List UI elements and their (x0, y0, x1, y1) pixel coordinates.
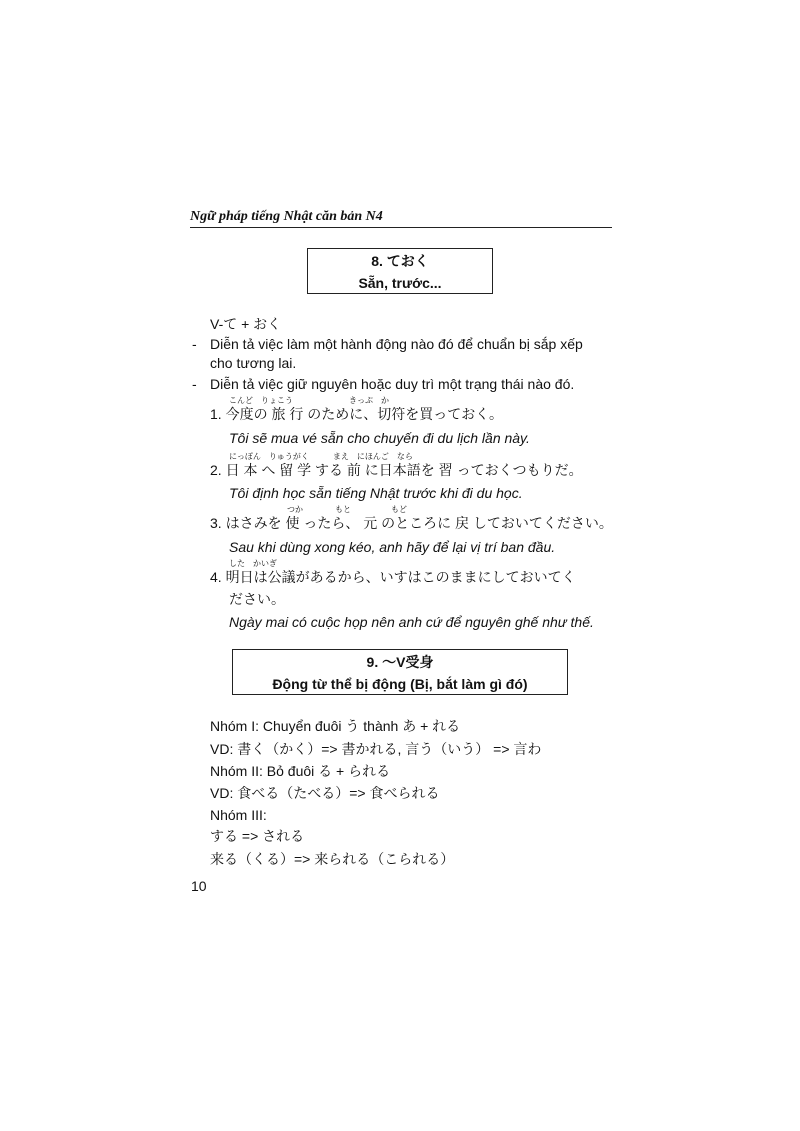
section-8-formula: V-て + おく (210, 316, 282, 332)
example-2-japanese: 2. 日 本 へ 留 学 する 前 に日本語を 習 っておくつもりだ。 (210, 462, 583, 478)
section-9-title: 9. ～V受身 (366, 654, 434, 670)
bullet-text: Diễn tả việc làm một hành động nào đó để chuẩn bị sắp xếp (210, 336, 583, 352)
section-9-line: Nhóm II: Bỏ đuôi る + られる (210, 763, 391, 779)
example-2-translation: Tôi định học sẵn tiếng Nhật trước khi đi du học. (229, 485, 523, 501)
header-rule (190, 227, 612, 228)
example-4-furigana: した かいぎ (229, 559, 277, 568)
section-9-line: Nhóm III: (210, 807, 267, 823)
bullet-dash: - (192, 376, 197, 392)
section-9-line: Nhóm I: Chuyển đuôi う thành あ + れる (210, 718, 461, 734)
section-9-title-box (232, 649, 568, 695)
example-4-japanese-continuation: ださい。 (229, 591, 285, 607)
example-3-japanese: 3. はさみを 使 ったら、 元 のところに 戻 しておいてください。 (210, 515, 613, 531)
section-8-title: 8. ておく (371, 253, 429, 269)
example-1-furigana: こんど りょこう きっぷ か (229, 396, 389, 405)
section-9-line: VD: 食べる（たべる）=> 食べられる (210, 785, 440, 801)
section-9-line: VD: 書く（かく）=> 書かれる, 言う（いう） => 言わ (210, 741, 542, 757)
example-1-translation: Tôi sẽ mua vé sẵn cho chuyến đi du lịch lần này. (229, 430, 530, 446)
running-header-title: Ngữ pháp tiếng Nhật căn bản N4 (190, 209, 383, 224)
section-8-subtitle: Sẵn, trước... (358, 275, 442, 291)
bullet-text: Diễn tả việc giữ nguyên hoặc duy trì một trạng thái nào đó. (210, 376, 575, 392)
bullet-text-continuation: cho tương lai. (210, 355, 297, 371)
bullet-dash: - (192, 336, 197, 352)
section-8-title-box (307, 248, 493, 294)
example-4-japanese: 4. 明日は公議があるから、いすはこのままにしておいてく (210, 569, 576, 585)
example-3-furigana: つか もと もど (287, 505, 407, 514)
section-9-subtitle: Động từ thể bị động (Bị, bắt làm gì đó) (272, 676, 528, 692)
example-4-translation: Ngày mai có cuộc họp nên anh cứ để nguyên ghế như thế. (229, 614, 594, 630)
section-9-line: 来る（くる）=> 来られる（こられる） (210, 851, 455, 867)
example-3-translation: Sau khi dùng xong kéo, anh hãy để lại vị trí ban đầu. (229, 539, 556, 555)
example-1-japanese: 1. 今度の 旅 行 のために、切符を買っておく。 (210, 406, 503, 422)
section-9-line: する => される (210, 828, 305, 844)
page-number: 10 (191, 878, 207, 894)
example-2-furigana: にっぽん りゅうがく まえ にほんご なら (229, 452, 413, 461)
